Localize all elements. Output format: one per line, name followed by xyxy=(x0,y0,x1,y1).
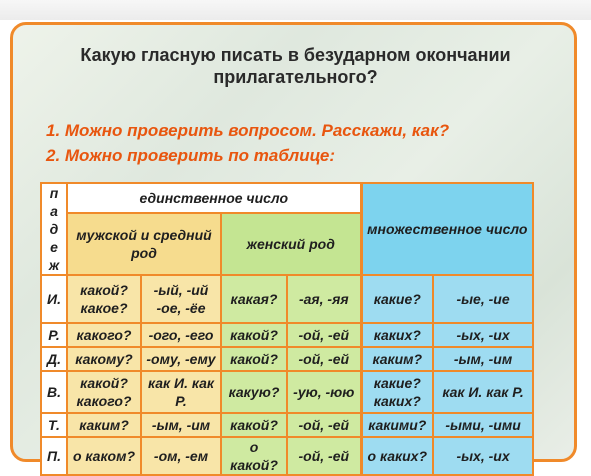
table-row xyxy=(41,275,533,323)
fem-question: о какой? xyxy=(221,437,287,475)
masc-ending: -ом, -ем xyxy=(141,437,221,475)
masc-ending: -ому, -ему xyxy=(141,347,221,371)
case-label: Д. xyxy=(41,347,67,371)
plural-ending: -ых, -их xyxy=(433,323,533,347)
top-strip xyxy=(0,0,591,20)
table-row xyxy=(41,371,533,413)
plural-ending: -ые, -ие xyxy=(433,275,533,323)
question-2: 2. Можно проверить по таблице: xyxy=(46,146,336,165)
plural-question: каким? xyxy=(361,347,433,371)
fem-ending: -ую, -юю xyxy=(287,371,361,413)
plural-question: каких? xyxy=(361,323,433,347)
case-label: Т. xyxy=(41,413,67,437)
fem-ending: -ая, -яя xyxy=(287,275,361,323)
masc-ending: -ым, -им xyxy=(141,413,221,437)
plural-ending: -ыми, -ими xyxy=(433,413,533,437)
fem-ending: -ой, -ей xyxy=(287,437,361,475)
plural-question: какие? xyxy=(361,275,433,323)
fem-question: какой? xyxy=(221,323,287,347)
masc-ending: как И. как Р. xyxy=(141,371,221,413)
case-label: Р. xyxy=(41,323,67,347)
masc-question: какой? какого? xyxy=(67,371,141,413)
plural-question: о каких? xyxy=(361,437,433,475)
masc-question: о каком? xyxy=(67,437,141,475)
plural-question: какие? каких? xyxy=(361,371,433,413)
masc-question: какого? xyxy=(67,323,141,347)
case-label: В. xyxy=(41,371,67,413)
masc-ending: -ого, -его xyxy=(141,323,221,347)
fem-question: какой? xyxy=(221,413,287,437)
fem-question: какая? xyxy=(221,275,287,323)
feminine-header: женский род xyxy=(221,213,361,275)
fem-ending: -ой, -ей xyxy=(287,347,361,371)
adjective-endings-table xyxy=(40,182,534,476)
table-row xyxy=(41,347,533,371)
masc-ending: -ый, -ий -ое, -ёе xyxy=(141,275,221,323)
masc-question: какой? какое? xyxy=(67,275,141,323)
table-row xyxy=(41,413,533,437)
plural-ending: как И. как Р. xyxy=(433,371,533,413)
fem-ending: -ой, -ей xyxy=(287,413,361,437)
table-row xyxy=(41,323,533,347)
fem-question: какую? xyxy=(221,371,287,413)
plural-header: множественное число xyxy=(361,183,533,275)
plural-question: какими? xyxy=(361,413,433,437)
case-label: И. xyxy=(41,275,67,323)
masc-question: какому? xyxy=(67,347,141,371)
case-label: П. xyxy=(41,437,67,475)
singular-header: единственное число xyxy=(67,183,361,213)
plural-ending: -ых, -их xyxy=(433,437,533,475)
fem-question: какой? xyxy=(221,347,287,371)
question-1: 1. Можно проверить вопросом. Расскажи, как? xyxy=(46,121,450,140)
plural-ending: -ым, -им xyxy=(433,347,533,371)
slide-title: Какую гласную писать в безударном окончании прилагательного? xyxy=(80,45,511,87)
padezh-header: п а д е ж xyxy=(41,183,67,275)
table-row xyxy=(41,437,533,475)
masculine-neuter-header: мужской и средний род xyxy=(67,213,221,275)
masc-question: каким? xyxy=(67,413,141,437)
fem-ending: -ой, -ей xyxy=(287,323,361,347)
